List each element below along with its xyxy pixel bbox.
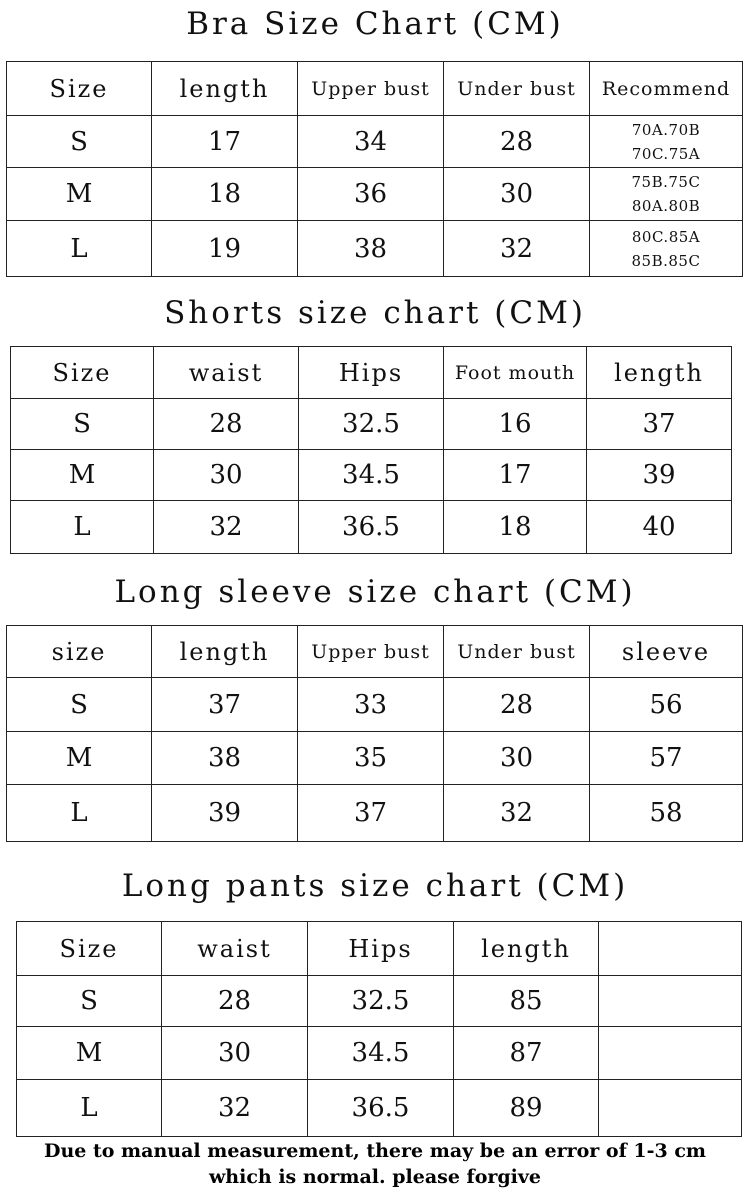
cell-upper-bust: 36 (298, 168, 444, 221)
cell-length: 37 (587, 399, 732, 450)
cell-size: M (17, 1027, 162, 1080)
header-length: length (152, 62, 298, 116)
cell-length: 17 (152, 116, 298, 168)
cell-under-bust: 30 (444, 168, 590, 221)
cell-length: 85 (454, 976, 599, 1027)
cell-length: 37 (152, 678, 298, 732)
cell-foot-mouth: 17 (444, 450, 587, 501)
header-under-bust: Under bust (444, 626, 590, 678)
cell-size: M (7, 168, 152, 221)
shorts-size-table (10, 346, 732, 554)
header-waist: waist (154, 347, 299, 399)
cell-under-bust: 28 (444, 678, 590, 732)
cell-size: L (7, 221, 152, 277)
recommend-line: 85B.85C (631, 251, 701, 270)
measurement-note (0, 1138, 750, 1190)
cell-hips: 34.5 (299, 450, 444, 501)
recommend-line: 75B.75C (631, 173, 701, 191)
cell-size: S (11, 399, 154, 450)
cell-size: L (11, 501, 154, 554)
shorts-chart-title: Shorts size chart (CM) (164, 295, 586, 331)
cell-sleeve: 56 (590, 678, 743, 732)
table-header-row (7, 62, 743, 116)
recommend-line: 70C.75A (631, 144, 701, 163)
header-size: Size (17, 922, 162, 976)
table-header-row (11, 347, 732, 399)
cell-recommend (590, 168, 743, 221)
long-sleeve-chart-title: Long sleeve size chart (CM) (114, 574, 636, 610)
table-row (17, 1080, 742, 1137)
cell-sleeve: 57 (590, 732, 743, 785)
cell-waist: 32 (162, 1080, 308, 1137)
cell-size: S (7, 116, 152, 168)
cell-waist: 32 (154, 501, 299, 554)
cell-under-bust: 28 (444, 116, 590, 168)
recommend-line: 70A.70B (631, 120, 701, 139)
table-row (7, 168, 743, 221)
table-row (17, 976, 742, 1027)
cell-size: M (11, 450, 154, 501)
header-empty (599, 922, 742, 976)
cell-hips: 36.5 (299, 501, 444, 554)
cell-length: 39 (152, 785, 298, 842)
table-row (7, 732, 743, 785)
cell-size: L (7, 785, 152, 842)
header-length: length (587, 347, 732, 399)
table-row (11, 501, 732, 554)
table-row (17, 1027, 742, 1080)
header-foot-mouth: Foot mouth (444, 347, 587, 399)
cell-upper-bust: 33 (298, 678, 444, 732)
cell-upper-bust: 38 (298, 221, 444, 277)
long-pants-size-table (16, 921, 742, 1137)
cell-hips: 36.5 (308, 1080, 454, 1137)
cell-empty (599, 1027, 742, 1080)
recommend-line: 80C.85A (631, 227, 701, 246)
cell-length: 89 (454, 1080, 599, 1137)
table-row (11, 450, 732, 501)
header-length: length (152, 626, 298, 678)
header-size: Size (11, 347, 154, 399)
cell-upper-bust: 34 (298, 116, 444, 168)
table-header-row (7, 626, 743, 678)
cell-waist: 28 (162, 976, 308, 1027)
header-waist: waist (162, 922, 308, 976)
cell-length: 40 (587, 501, 732, 554)
cell-size: S (17, 976, 162, 1027)
cell-under-bust: 32 (444, 221, 590, 277)
cell-upper-bust: 35 (298, 732, 444, 785)
header-hips: Hips (299, 347, 444, 399)
header-upper-bust: Upper bust (298, 62, 444, 116)
header-hips: Hips (308, 922, 454, 976)
cell-length: 39 (587, 450, 732, 501)
table-row (7, 785, 743, 842)
cell-waist: 28 (154, 399, 299, 450)
note-line-2: which is normal. please forgive (208, 1166, 542, 1188)
header-length: length (454, 922, 599, 976)
cell-length: 38 (152, 732, 298, 785)
header-size: Size (7, 62, 152, 116)
cell-waist: 30 (162, 1027, 308, 1080)
cell-recommend (590, 116, 743, 168)
cell-waist: 30 (154, 450, 299, 501)
long-sleeve-size-table (6, 625, 743, 842)
header-upper-bust: Upper bust (298, 626, 444, 678)
bra-size-table (6, 61, 743, 277)
cell-empty (599, 976, 742, 1027)
table-row (7, 116, 743, 168)
cell-hips: 34.5 (308, 1027, 454, 1080)
cell-hips: 32.5 (299, 399, 444, 450)
recommend-line: 80A.80B (631, 197, 701, 215)
header-under-bust: Under bust (444, 62, 590, 116)
long-pants-chart-title: Long pants size chart (CM) (121, 868, 629, 904)
table-row (11, 399, 732, 450)
cell-foot-mouth: 16 (444, 399, 587, 450)
cell-sleeve: 58 (590, 785, 743, 842)
header-sleeve: sleeve (590, 626, 743, 678)
table-row (7, 221, 743, 277)
cell-size: S (7, 678, 152, 732)
cell-recommend (590, 221, 743, 277)
cell-size: L (17, 1080, 162, 1137)
cell-length: 18 (152, 168, 298, 221)
header-size: size (7, 626, 152, 678)
cell-empty (599, 1080, 742, 1137)
cell-under-bust: 32 (444, 785, 590, 842)
bra-chart-title: Bra Size Chart (CM) (186, 6, 564, 42)
header-recommend: Recommend (590, 62, 743, 116)
cell-size: M (7, 732, 152, 785)
cell-length: 19 (152, 221, 298, 277)
cell-upper-bust: 37 (298, 785, 444, 842)
cell-length: 87 (454, 1027, 599, 1080)
cell-foot-mouth: 18 (444, 501, 587, 554)
table-header-row (17, 922, 742, 976)
table-row (7, 678, 743, 732)
cell-hips: 32.5 (308, 976, 454, 1027)
cell-under-bust: 30 (444, 732, 590, 785)
note-line-1: Due to manual measurement, there may be an error of 1-3 cm (43, 1140, 707, 1162)
